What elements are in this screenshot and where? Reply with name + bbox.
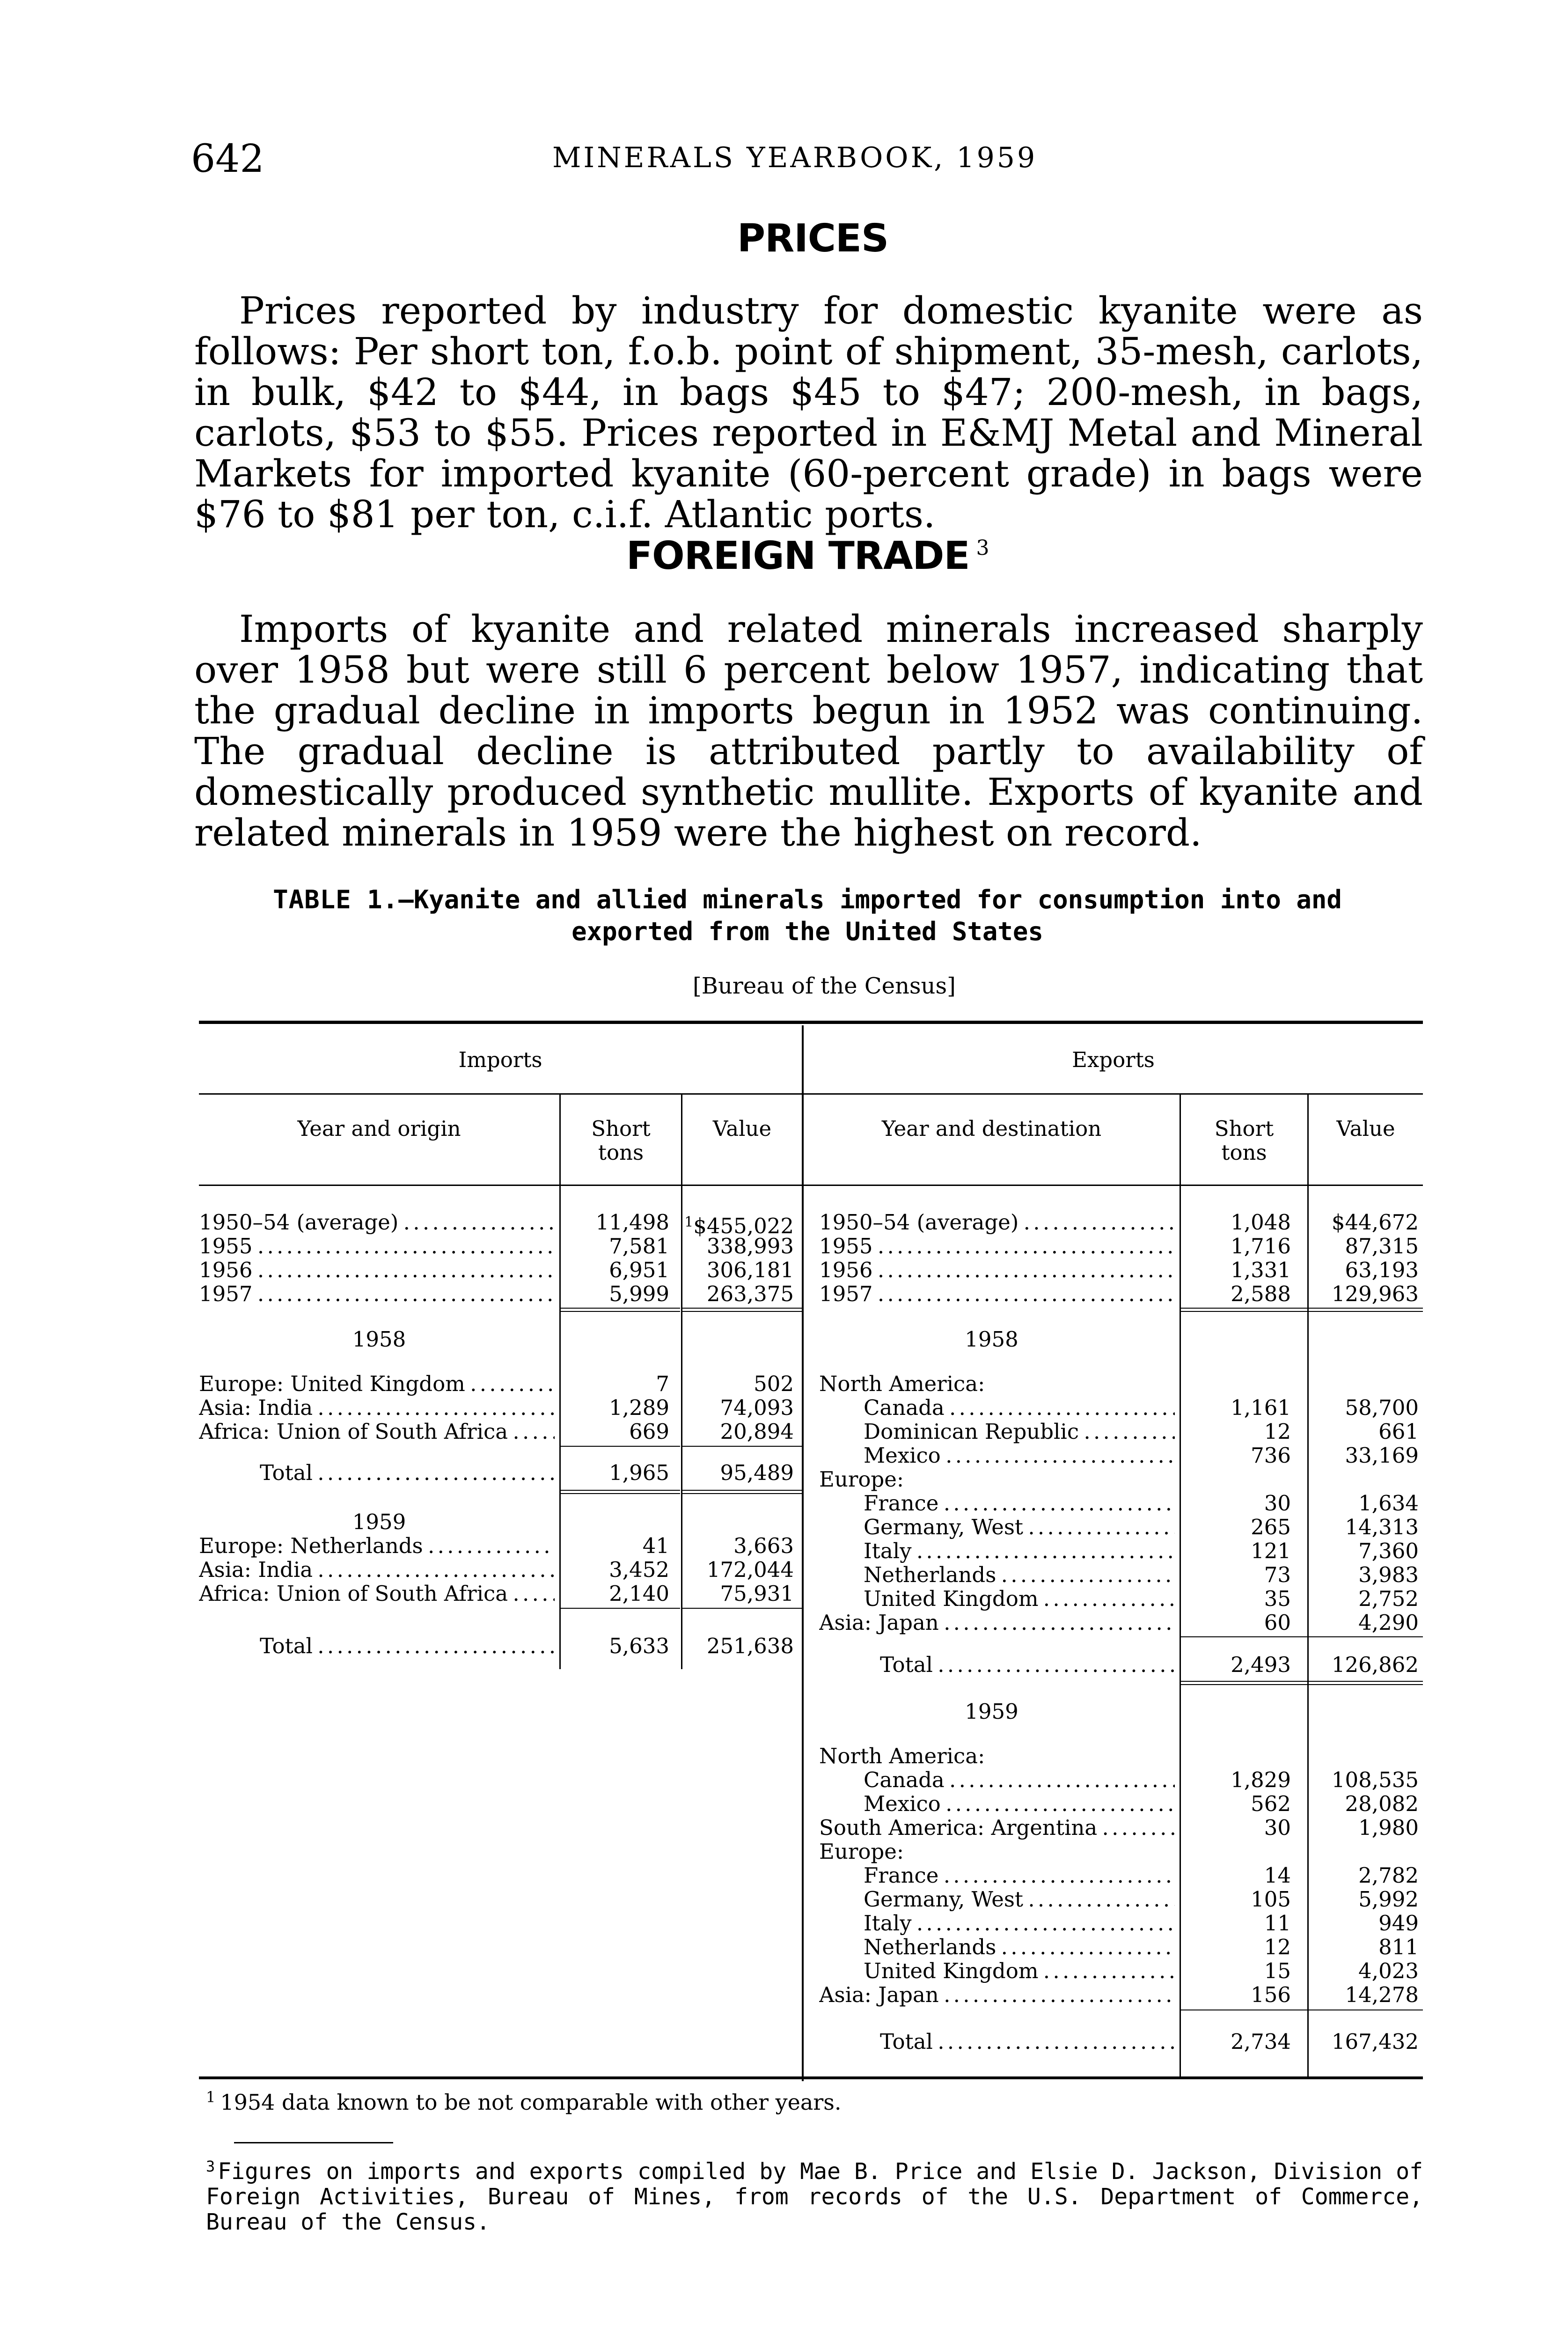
prices-paragraph [194,290,1423,535]
import-total-label: Total . . . [199,1461,555,1485]
export-row-tons: 1,331 [1231,1258,1291,1282]
export-row-tons: 1,048 [1231,1210,1291,1235]
export-total-value: 126,862 [1331,1652,1419,1677]
subtotal-rule [1181,1311,1307,1312]
total-rule [682,1493,802,1494]
import-row-tons: 41 [642,1533,669,1558]
export-total-tons: 2,734 [1231,2029,1291,2054]
export-total-value: 167,432 [1331,2029,1419,2054]
export-row-value: 4,290 [1358,1610,1419,1635]
import-row-value: 263,375 [706,1281,794,1306]
import-total-value: 251,638 [706,1634,794,1658]
export-row-tons: 12 [1264,1419,1291,1444]
import-row-tons: 7 [656,1371,669,1396]
export-row-label: Germany, West . . . [819,1515,1175,1539]
export-row-tons: 105 [1251,1887,1291,1912]
import-row-tons: 7,581 [609,1234,669,1259]
export-row-value: $44,672 [1331,1210,1419,1235]
total-rule [682,1490,802,1491]
region-europe: Europe: [819,1839,904,1864]
export-row-value: 14,278 [1345,1982,1419,2007]
import-row-value-amount: $455,022 [693,1214,794,1238]
export-row-value: 129,963 [1331,1281,1419,1306]
column-header-rule [199,1185,1423,1186]
export-row-label: United Kingdom . . . [819,1959,1175,1983]
subtotal-rule [682,1608,802,1609]
export-row-value: 811 [1378,1935,1419,1959]
table-footnote-1 [206,2088,841,2115]
region-north-america: North America: [819,1744,985,1768]
export-row-label: Mexico . . . [819,1443,1175,1467]
footnote-ref-1: 1 [684,1214,694,1230]
total-rule [1181,1681,1307,1682]
section-header-rule [199,1093,1423,1095]
export-row-value: 3,983 [1358,1562,1419,1587]
import-row-label: 1955 . . . [199,1234,555,1258]
import-row-tons: 2,140 [609,1581,669,1606]
export-row-tons: 1,161 [1231,1395,1291,1420]
import-row-label: Europe: Netherlands . . . [199,1534,555,1558]
export-row-tons: 2,588 [1231,1281,1291,1306]
export-row-value: 7,360 [1358,1539,1419,1563]
table-source: [Bureau of the Census] [693,973,956,999]
import-row-tons: 6,951 [609,1258,669,1282]
export-row-label: Dominican Republic . . . [819,1420,1175,1443]
import-row-tons: 669 [629,1419,669,1444]
footnote-3-text: Figures on imports and exports compiled by Mae B. Price and Elsie D. Jackson, Division of Foreign Activities, Bureau of Mines, from records of the U.S. Department of Commerce, Bureau of the Census. [206,2158,1423,2235]
col-year-origin: Year and origin [297,1116,461,1141]
export-row-value: 14,313 [1345,1515,1419,1539]
import-row-value: 20,894 [720,1419,794,1444]
total-rule [561,1493,680,1494]
footnote-3-mark: 3 [206,2157,215,2175]
export-row-tons: 156 [1251,1982,1291,2007]
export-row-label: United Kingdom . . . [819,1587,1175,1611]
subtotal-rule [682,1446,802,1447]
import-row-label: Europe: United Kingdom . . . [199,1372,555,1396]
export-row-tons: 35 [1264,1586,1291,1611]
col-exports-short: Short [1214,1116,1274,1141]
foreign-trade-heading [626,534,989,578]
subtotal-rule [1309,1636,1423,1637]
export-row-label: 1956 . . . [819,1258,1175,1282]
exports-year-1959: 1959 [965,1699,1018,1724]
export-total-label: Total . . . [819,1653,1175,1677]
footnote-1-mark: 1 [206,2088,216,2106]
export-row-value: 4,023 [1358,1958,1419,1983]
import-row-value: 75,931 [720,1581,794,1606]
export-row-tons: 30 [1264,1815,1291,1840]
export-row-label: France . . . [819,1491,1175,1515]
exports-header: Exports [1072,1047,1155,1072]
import-row-label: Asia: India . . . [199,1396,555,1420]
export-row-value: 28,082 [1345,1791,1419,1816]
import-total-tons: 1,965 [609,1460,669,1485]
export-row-value: 108,535 [1331,1767,1419,1792]
export-row-tons: 562 [1251,1791,1291,1816]
subtotal-rule [561,1308,680,1309]
import-row-tons: 3,452 [609,1557,669,1582]
footnote-ref-3: 3 [976,536,989,560]
import-row-tons: 11,498 [595,1210,669,1235]
export-row-label: Canada . . . [819,1396,1175,1420]
table-bottom-rule [199,2076,1423,2079]
import-row-value: 502 [754,1371,794,1396]
export-total-tons: 2,493 [1231,1652,1291,1677]
import-row-label: 1950–54 (average) . . . [199,1210,555,1234]
total-rule [561,1490,680,1491]
table-label: TABLE 1. [273,885,399,914]
foreign-trade-paragraph [194,609,1423,853]
import-row-label: Africa: Union of South Africa . . . [199,1582,555,1605]
import-row-value: 3,663 [733,1533,794,1558]
import-total-tons: 5,633 [609,1634,669,1658]
col-imports-value: Value [712,1116,772,1141]
import-row-value: 338,993 [706,1234,794,1259]
export-row-label: 1957 . . . [819,1282,1175,1306]
subtotal-rule [1181,1636,1307,1637]
col-exports-tons: tons [1221,1140,1267,1165]
page-number: 642 [191,137,264,181]
prices-heading: PRICES [737,216,889,261]
imports-header: Imports [458,1047,542,1072]
col-imports-tons: tons [598,1140,644,1165]
total-rule [1309,1681,1423,1682]
export-row-label: 1955 . . . [819,1234,1175,1258]
import-row-tons: 5,999 [609,1281,669,1306]
export-row-value: 2,782 [1358,1863,1419,1888]
export-row-label: Germany, West . . . [819,1887,1175,1911]
subtotal-rule [1309,1308,1423,1309]
total-rule [1181,1684,1307,1685]
import-row-value: 74,093 [720,1395,794,1420]
imports-year-1958: 1958 [352,1327,406,1352]
page-footnote-3 [206,2154,1423,2235]
foreign-trade-paragraph-text: Imports of kyanite and related minerals increased sharply over 1958 but were still 6 percent below 1957, indicating that the gradual decline in imports begun in 1952 was continuing. The gradual decline is attributed partly to availability of domestically produced synthetic mullite. Exports of kyanite and related minerals in 1959 were the highest on record. [194,607,1423,854]
export-row-label: Italy . . . [819,1911,1175,1935]
import-total-label: Total . . . [199,1634,555,1658]
export-row-tons: 1,829 [1231,1767,1291,1792]
export-row-tons: 121 [1251,1539,1291,1563]
export-row-tons: 265 [1251,1515,1291,1539]
export-row-tons: 1,716 [1231,1234,1291,1259]
export-row-value: 1,634 [1358,1491,1419,1516]
export-row-value: 5,992 [1358,1887,1419,1912]
export-row-label: Asia: Japan . . . [819,1611,1175,1634]
export-row-tons: 73 [1264,1562,1291,1587]
export-row-value: 661 [1378,1419,1419,1444]
export-row-label: 1950–54 (average) . . . [819,1210,1175,1234]
export-total-label: Total . . . [819,2030,1175,2054]
export-row-value: 63,193 [1345,1258,1419,1282]
region-north-america: North America: [819,1371,985,1396]
export-row-tons: 12 [1264,1935,1291,1959]
region-europe: Europe: [819,1467,904,1492]
export-row-value: 949 [1378,1911,1419,1936]
export-row-value: 2,752 [1358,1586,1419,1611]
import-row-label: Asia: India . . . [199,1558,555,1582]
export-row-label: South America: Argentina . . . [819,1816,1175,1840]
export-row-label: Canada . . . [819,1768,1175,1792]
subtotal-rule [561,1446,680,1447]
import-row-tons: 1,289 [609,1395,669,1420]
export-row-value: 33,169 [1345,1443,1419,1468]
export-row-tons: 14 [1264,1863,1291,1888]
subtotal-rule [682,1308,802,1309]
col-exports-value: Value [1336,1116,1395,1141]
import-row-label: Africa: Union of South Africa . . . [199,1420,555,1443]
export-row-tons: 15 [1264,1958,1291,1983]
export-row-tons: 11 [1264,1911,1291,1936]
export-row-value: 58,700 [1345,1395,1419,1420]
export-row-tons: 30 [1264,1491,1291,1516]
import-total-value: 95,489 [720,1460,794,1485]
exports-year-1958: 1958 [965,1327,1018,1352]
total-rule [1309,1684,1423,1685]
table-title-text: —Kyanite and allied minerals imported for consumption into and exported from the United States [398,885,1342,946]
footnote-1-text: 1954 data known to be not comparable with other years. [220,2090,842,2115]
col-imports-short: Short [591,1116,651,1141]
imports-year-1959: 1959 [352,1509,406,1534]
export-row-label: Netherlands . . . [819,1935,1175,1959]
export-row-label: Mexico . . . [819,1792,1175,1816]
export-row-label: Asia: Japan . . . [819,1983,1175,2007]
table-column-divider [802,1025,804,2081]
import-row-label: 1957 . . . [199,1282,555,1306]
col-year-destination: Year and destination [881,1116,1102,1141]
subtotal-rule [561,1311,680,1312]
import-row-value: 306,181 [706,1258,794,1282]
prices-paragraph-text: Prices reported by industry for domestic kyanite were as follows: Per short ton, f.o.b. point of shipment, 35-mesh, carlots, in bulk, $42 to $44, in bags $45 to $47; 200-mesh, in bags, carlots, $53 to $55. Prices reported in E&MJ Metal and Mineral Markets for imported kyanite (60-percent grade) in bags were $76 to $81 per ton, c.i.f. Atlantic ports. [194,289,1423,536]
export-row-value: 1,980 [1358,1815,1419,1840]
subtotal-rule [1309,1311,1423,1312]
export-row-label: France . . . [819,1863,1175,1887]
table-top-rule [199,1021,1423,1024]
running-head: MINERALS YEARBOOK, 1959 [552,141,1038,174]
export-row-tons: 736 [1251,1443,1291,1468]
export-row-value: 87,315 [1345,1234,1419,1259]
subtotal-rule [682,1311,802,1312]
export-row-label: Netherlands . . . [819,1563,1175,1587]
foreign-trade-heading-text: FOREIGN TRADE [626,534,970,578]
subtotal-rule [1181,1308,1307,1309]
export-row-label: Italy . . . [819,1539,1175,1563]
import-row-label: 1956 . . . [199,1258,555,1282]
import-row-value: 172,044 [706,1557,794,1582]
subtotal-rule [561,1608,680,1609]
footnote-separator [234,2142,393,2143]
export-row-tons: 60 [1264,1610,1291,1635]
table-title [206,884,1409,948]
